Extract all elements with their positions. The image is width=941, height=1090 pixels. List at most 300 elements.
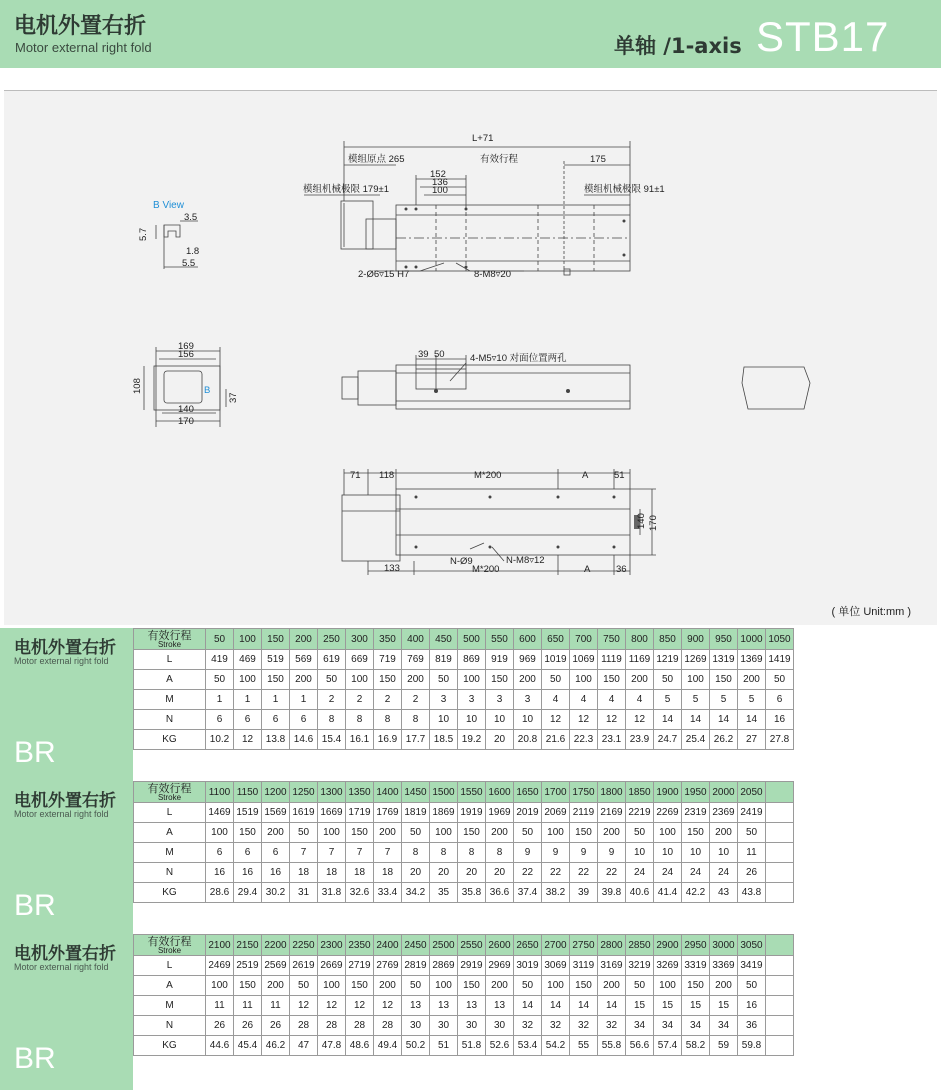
stroke-cell: 1600 [486, 782, 514, 803]
table-cell: 30 [430, 1016, 458, 1036]
table-cell: 2969 [486, 956, 514, 976]
stroke-cell [766, 935, 794, 956]
table-cell: 1469 [206, 803, 234, 823]
table-cell: 11 [738, 843, 766, 863]
table-cell: 150 [570, 976, 598, 996]
table-cell: 22 [570, 863, 598, 883]
table-cell: 100 [430, 823, 458, 843]
stroke-cell: 150 [262, 629, 290, 650]
table-cell: 1119 [598, 650, 626, 670]
stroke-header-cn: 有效行程 [147, 934, 192, 948]
table-cell: 3319 [682, 956, 710, 976]
table-cell: 2 [318, 690, 346, 710]
b-marker: B [204, 385, 211, 396]
b-view-profile [164, 225, 180, 237]
table-cell: 34 [682, 1016, 710, 1036]
table-cell: 24 [710, 863, 738, 883]
table-cell: 14 [710, 710, 738, 730]
table-cell: 28 [318, 1016, 346, 1036]
row-label: A [134, 976, 206, 996]
table-cell: 3069 [542, 956, 570, 976]
stroke-cell: 700 [570, 629, 598, 650]
table-cell: 150 [710, 670, 738, 690]
row-label: M [134, 690, 206, 710]
table-cell: 1419 [766, 650, 794, 670]
table-cell: 14 [738, 710, 766, 730]
table-cell: 200 [514, 670, 542, 690]
table-cell: 11 [206, 996, 234, 1016]
table-cell: 15 [710, 996, 738, 1016]
stroke-row [134, 629, 794, 650]
table-cell: 14 [542, 996, 570, 1016]
table-cell: 28 [290, 1016, 318, 1036]
dim-140-bottom: 140 [636, 513, 647, 529]
table-cell: 18 [290, 863, 318, 883]
table-cell: 18 [318, 863, 346, 883]
stroke-cell: 250 [318, 629, 346, 650]
section-code: BR [14, 1042, 56, 1075]
dim-l71: L+71 [472, 133, 494, 144]
table-cell: 1 [290, 690, 318, 710]
table-cell: 53.4 [514, 1036, 542, 1056]
table-cell: 2419 [738, 803, 766, 823]
table-cell: 3 [514, 690, 542, 710]
table-cell: 9 [542, 843, 570, 863]
dim-5-7: 5.7 [138, 227, 149, 241]
table-cell: 150 [682, 976, 710, 996]
table-cell: 14 [654, 710, 682, 730]
table-cell: 34 [626, 1016, 654, 1036]
stroke-cell: 1900 [654, 782, 682, 803]
table-cell: 1519 [234, 803, 262, 823]
table-cell: 35 [430, 883, 458, 903]
table-cell: 10 [486, 710, 514, 730]
stroke-cell: 2700 [542, 935, 570, 956]
table-cell: 519 [262, 650, 290, 670]
table-cell: 59 [710, 1036, 738, 1056]
stroke-cell: 2250 [290, 935, 318, 956]
table-cell: 13 [486, 996, 514, 1016]
table-cell: 150 [458, 976, 486, 996]
table-cell: 2669 [318, 956, 346, 976]
table-cell: 42.2 [682, 883, 710, 903]
table-cell: 1619 [290, 803, 318, 823]
table-cell: 200 [290, 670, 318, 690]
section-title-en: Motor external right fold [14, 962, 109, 972]
dim-3-5: 3.5 [184, 212, 198, 223]
technical-drawing [4, 90, 937, 625]
table-cell [766, 803, 794, 823]
table-cell: 9 [598, 843, 626, 863]
table-cell: 50 [626, 823, 654, 843]
stroke-cell: 1450 [402, 782, 430, 803]
table-cell: 6 [766, 690, 794, 710]
table-cell: 1719 [346, 803, 374, 823]
table-cell [766, 1036, 794, 1056]
stroke-cell: 750 [598, 629, 626, 650]
table-cell: 2469 [206, 956, 234, 976]
table-cell: 2219 [626, 803, 654, 823]
table-cell: 14 [598, 996, 626, 1016]
table-cell: 5 [682, 690, 710, 710]
table-cell: 10 [710, 843, 738, 863]
stroke-cell: 2900 [654, 935, 682, 956]
section-code: BR [14, 736, 56, 769]
table-cell: 10 [514, 710, 542, 730]
table-cell: 12 [626, 710, 654, 730]
table-cell [766, 883, 794, 903]
axis-label: 单轴 /1-axis [614, 34, 742, 58]
table-cell: 50 [402, 976, 430, 996]
table-cell: 1319 [710, 650, 738, 670]
table-row [134, 996, 794, 1016]
table-cell: 4 [542, 690, 570, 710]
table-cell: 1369 [738, 650, 766, 670]
table-cell: 30 [402, 1016, 430, 1036]
table-cell: 50 [766, 670, 794, 690]
table-cell: 51 [430, 1036, 458, 1056]
table-cell: 3169 [598, 956, 626, 976]
stroke-cell: 650 [542, 629, 570, 650]
table-cell: 24.7 [654, 730, 682, 750]
table-cell: 22 [514, 863, 542, 883]
table-cell: 1569 [262, 803, 290, 823]
stroke-cell: 1700 [542, 782, 570, 803]
table-cell: 3 [458, 690, 486, 710]
section-title-cn: 电机外置右折 [14, 638, 116, 658]
table-cell: 17.7 [402, 730, 430, 750]
table-cell: 7 [374, 843, 402, 863]
stroke-cell: 450 [430, 629, 458, 650]
table-cell: 6 [234, 843, 262, 863]
table-cell: 969 [514, 650, 542, 670]
table-cell: 20.8 [514, 730, 542, 750]
bottom-view-motor [342, 495, 400, 561]
table-cell: 13.8 [262, 730, 290, 750]
table-cell: 1219 [654, 650, 682, 670]
dim-pitch-top: M*200 [474, 470, 502, 481]
table-cell: 1819 [402, 803, 430, 823]
stroke-cell: 1850 [626, 782, 654, 803]
table-cell: 32 [570, 1016, 598, 1036]
row-label: M [134, 843, 206, 863]
table-cell: 2119 [570, 803, 598, 823]
table-cell: 8 [486, 843, 514, 863]
table-cell: 50 [290, 976, 318, 996]
table-cell: 150 [374, 670, 402, 690]
table-cell: 14 [682, 710, 710, 730]
table-cell: 47.8 [318, 1036, 346, 1056]
table-cell: 150 [682, 823, 710, 843]
table-cell: 34 [654, 1016, 682, 1036]
stroke-cell: 1350 [346, 782, 374, 803]
table-cell: 2 [402, 690, 430, 710]
table-cell: 20 [402, 863, 430, 883]
table-row [134, 823, 794, 843]
table-cell: 2 [346, 690, 374, 710]
table-cell: 12 [598, 710, 626, 730]
table-cell: 200 [738, 670, 766, 690]
table-cell: 10.2 [206, 730, 234, 750]
table-cell: 20 [458, 863, 486, 883]
table-cell: 36 [738, 1016, 766, 1036]
table-cell: 100 [458, 670, 486, 690]
stroke-cell: 2300 [318, 935, 346, 956]
dim-36: 36 [616, 564, 627, 575]
table-cell: 2369 [710, 803, 738, 823]
dim-156: 156 [178, 349, 194, 360]
table-cell: 769 [402, 650, 430, 670]
stroke-cell: 2750 [570, 935, 598, 956]
table-cell: 10 [682, 843, 710, 863]
dim-1-8: 1.8 [186, 246, 200, 257]
row-label: N [134, 1016, 206, 1036]
stroke-header [134, 782, 206, 803]
stroke-row [134, 782, 794, 803]
table-cell: 16.9 [374, 730, 402, 750]
table-row [134, 710, 794, 730]
stroke-cell: 2150 [234, 935, 262, 956]
side-end-profile [742, 367, 810, 409]
spec-section-1 [0, 628, 941, 784]
dim-hole-2: 2-Ø6▿15 H7 [358, 269, 410, 280]
table-cell: 719 [374, 650, 402, 670]
table-cell: 22 [598, 863, 626, 883]
table-cell: 50 [738, 976, 766, 996]
stroke-header [134, 629, 206, 650]
table-cell: 50 [402, 823, 430, 843]
table-row [134, 956, 794, 976]
dim-175: 175 [590, 154, 606, 165]
table-cell: 150 [598, 670, 626, 690]
dim-170: 170 [178, 416, 194, 427]
table-cell: 1269 [682, 650, 710, 670]
table-cell: 100 [234, 670, 262, 690]
stroke-cell: 600 [514, 629, 542, 650]
drawing-canvas [4, 91, 937, 625]
table-cell: 55 [570, 1036, 598, 1056]
table-cell: 18 [374, 863, 402, 883]
table-cell: 12 [290, 996, 318, 1016]
table-cell: 1669 [318, 803, 346, 823]
table-cell: 54.2 [542, 1036, 570, 1056]
table-cell: 4 [626, 690, 654, 710]
table-cell: 8 [374, 710, 402, 730]
table-cell: 16 [766, 710, 794, 730]
table-cell: 100 [654, 976, 682, 996]
table-cell: 41.4 [654, 883, 682, 903]
table-cell: 2719 [346, 956, 374, 976]
table-cell: 50 [514, 823, 542, 843]
table-cell: 51.8 [458, 1036, 486, 1056]
dim-a-top: A [582, 470, 589, 481]
dim-50: 50 [434, 349, 445, 360]
table-cell: 4 [598, 690, 626, 710]
table-cell: 19.2 [458, 730, 486, 750]
table-row [134, 690, 794, 710]
stroke-cell: 2650 [514, 935, 542, 956]
dim-170-bottom: 170 [648, 515, 659, 531]
table-cell [766, 843, 794, 863]
table-cell: 24 [626, 863, 654, 883]
stroke-cell: 2000 [710, 782, 738, 803]
table-cell: 150 [570, 823, 598, 843]
unit-note: ( 单位 Unit:mm ) [831, 606, 911, 618]
row-label: L [134, 803, 206, 823]
table-cell: 16.1 [346, 730, 374, 750]
table-cell: 150 [486, 670, 514, 690]
table-cell: 20 [486, 730, 514, 750]
model-name: STB17 [756, 13, 890, 60]
table-cell: 8 [402, 710, 430, 730]
section-title-cn: 电机外置右折 [14, 944, 116, 964]
table-cell: 56.6 [626, 1036, 654, 1056]
row-label: KG [134, 883, 206, 903]
table-cell: 200 [374, 976, 402, 996]
table-cell: 8 [458, 843, 486, 863]
table-cell: 100 [542, 823, 570, 843]
table-cell: 200 [598, 823, 626, 843]
table-cell: 1919 [458, 803, 486, 823]
table-cell: 50 [318, 670, 346, 690]
table-cell: 36.6 [486, 883, 514, 903]
table-cell: 2319 [682, 803, 710, 823]
table-cell: 150 [234, 823, 262, 843]
table-cell: 39 [570, 883, 598, 903]
stroke-cell: 350 [374, 629, 402, 650]
page-title-cn: 电机外置右折 [14, 14, 147, 39]
table-cell: 1 [234, 690, 262, 710]
stroke-cell: 1050 [766, 629, 794, 650]
table-cell: 9 [514, 843, 542, 863]
table-cell: 22 [542, 863, 570, 883]
table-cell: 6 [290, 710, 318, 730]
table-cell [766, 976, 794, 996]
table-cell [766, 996, 794, 1016]
table-cell: 34 [710, 1016, 738, 1036]
spec-table [133, 628, 794, 750]
stroke-cell: 900 [682, 629, 710, 650]
table-cell: 10 [430, 710, 458, 730]
table-cell [766, 1016, 794, 1036]
stroke-cell: 2550 [458, 935, 486, 956]
stroke-row [134, 935, 794, 956]
dim-right-limit: 模组机械极限 91±1 [584, 184, 665, 195]
spec-table [133, 934, 794, 1056]
table-cell: 200 [710, 976, 738, 996]
table-cell: 6 [262, 843, 290, 863]
table-row [134, 650, 794, 670]
dim-n-m8: N-M8▿12 [506, 555, 545, 566]
spec-section-2 [0, 781, 941, 937]
page-title-en: Motor external right fold [15, 40, 152, 55]
table-cell: 3 [430, 690, 458, 710]
section-code: BR [14, 889, 56, 922]
table-cell: 26.2 [710, 730, 738, 750]
dim-5-5: 5.5 [182, 258, 196, 269]
table-cell: 38.2 [542, 883, 570, 903]
table-cell: 3369 [710, 956, 738, 976]
stroke-cell: 3050 [738, 935, 766, 956]
stroke-cell: 2350 [346, 935, 374, 956]
table-cell: 100 [346, 670, 374, 690]
table-cell: 200 [374, 823, 402, 843]
table-cell: 22.3 [570, 730, 598, 750]
stroke-cell: 1650 [514, 782, 542, 803]
bottom-view-body [396, 489, 630, 555]
table-cell: 2919 [458, 956, 486, 976]
table-cell: 100 [682, 670, 710, 690]
table-cell: 30 [458, 1016, 486, 1036]
table-cell: 5 [654, 690, 682, 710]
table-cell: 27.8 [766, 730, 794, 750]
stroke-cell: 200 [290, 629, 318, 650]
stroke-cell: 950 [710, 629, 738, 650]
table-cell: 29.4 [234, 883, 262, 903]
table-cell: 47 [290, 1036, 318, 1056]
section-title-en: Motor external right fold [14, 809, 109, 819]
table-cell: 6 [206, 843, 234, 863]
table-cell: 15 [654, 996, 682, 1016]
table-cell: 469 [234, 650, 262, 670]
table-cell: 100 [318, 823, 346, 843]
stroke-cell: 1200 [262, 782, 290, 803]
table-cell: 40.6 [626, 883, 654, 903]
table-cell: 52.6 [486, 1036, 514, 1056]
row-label: A [134, 823, 206, 843]
table-cell: 32 [514, 1016, 542, 1036]
table-cell: 6 [262, 710, 290, 730]
table-cell: 50 [738, 823, 766, 843]
table-cell: 43.8 [738, 883, 766, 903]
row-label: M [134, 996, 206, 1016]
table-cell: 100 [654, 823, 682, 843]
table-cell: 6 [234, 710, 262, 730]
table-cell: 27 [738, 730, 766, 750]
section-label-2 [0, 781, 133, 937]
table-cell: 200 [402, 670, 430, 690]
dim-100: 100 [432, 185, 448, 196]
stroke-cell: 500 [458, 629, 486, 650]
table-cell: 869 [458, 650, 486, 670]
row-label: N [134, 863, 206, 883]
row-label: KG [134, 1036, 206, 1056]
table-cell: 13 [430, 996, 458, 1016]
stroke-cell: 100 [234, 629, 262, 650]
table-cell: 50 [290, 823, 318, 843]
table-cell: 10 [626, 843, 654, 863]
table-cell: 100 [206, 823, 234, 843]
table-cell: 5 [738, 690, 766, 710]
table-cell: 31 [290, 883, 318, 903]
table-cell: 2619 [290, 956, 318, 976]
dim-left-limit: 模组机械极限 179±1 [303, 184, 389, 195]
table-cell: 200 [262, 976, 290, 996]
table-cell: 619 [318, 650, 346, 670]
stroke-cell: 3000 [710, 935, 738, 956]
stroke-cell: 2050 [738, 782, 766, 803]
table-cell: 12 [542, 710, 570, 730]
table-row [134, 730, 794, 750]
table-cell: 12 [346, 996, 374, 1016]
table-cell: 100 [318, 976, 346, 996]
table-cell: 1 [206, 690, 234, 710]
table-cell: 50 [514, 976, 542, 996]
spec-table [133, 781, 794, 903]
stroke-cell: 2800 [598, 935, 626, 956]
table-cell: 669 [346, 650, 374, 670]
dim-m5-holes: 4-M5▿10 对面位置两孔 [470, 353, 567, 364]
